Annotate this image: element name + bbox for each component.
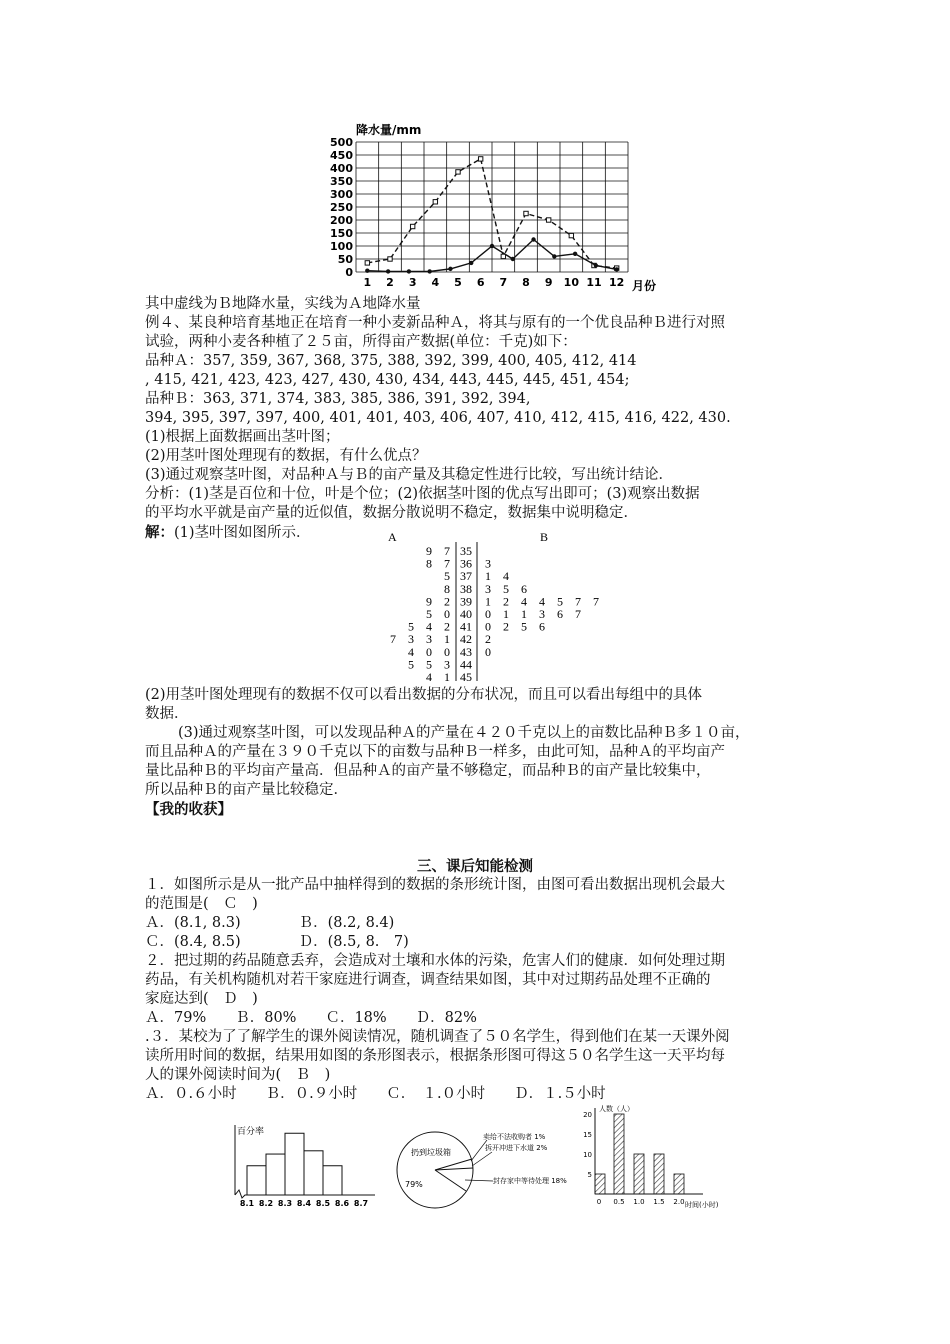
rain-point-square bbox=[524, 211, 528, 215]
rain-y-tick: 450 bbox=[330, 149, 353, 162]
rain-point-dot bbox=[365, 269, 369, 273]
text-line: 量比品种Ｂ的平均亩产量高．但品种Ａ的亩产量不够稳定，而品种Ｂ的亩产量比较集中， bbox=[145, 763, 711, 779]
stem-leaves-a: 9 2 bbox=[425, 594, 450, 609]
stem-leaves-b: 1 2 4 4 5 7 7 bbox=[485, 594, 600, 609]
stem-leaves-b: 0 2 5 6 bbox=[485, 619, 546, 634]
rain-y-tick: 300 bbox=[330, 188, 353, 201]
rainfall-line-chart bbox=[320, 118, 670, 298]
text-line: (2)用茎叶图处理现有的数据，有什么优点？ bbox=[145, 448, 427, 464]
rain-x-tick: 1 bbox=[363, 276, 372, 289]
text-line: (1)根据上面数据画出茎叶图； bbox=[145, 429, 340, 445]
stem-value: 43 bbox=[460, 644, 472, 659]
rain-point-dot bbox=[594, 263, 598, 267]
rain-point-square bbox=[546, 218, 550, 222]
solution-text: (1)茎叶图如图所示． bbox=[174, 525, 311, 541]
rain-y-tick: 50 bbox=[337, 253, 353, 266]
text-line: , 415, 421, 423, 423, 427, 430, 430, 434, 443, 445, 445, 451, 454; bbox=[145, 372, 630, 388]
question-1-options: Ａ．(8.1, 8.3) Ｂ．(8.2, 8.4) bbox=[145, 915, 395, 931]
text-line: (3)通过观察茎叶图，对品种Ａ与Ｂ的亩产量及其稳定性进行比较，写出统计结论． bbox=[145, 467, 674, 483]
rain-point-dot bbox=[531, 237, 535, 241]
fig1-x-tick: 8.2 bbox=[258, 1199, 274, 1208]
text-line: 例４、某良种培育基地正在培育一种小麦新品种Ａ，将其与原有的一个优良品种Ｂ进行对照 bbox=[145, 315, 725, 331]
rain-point-dot bbox=[469, 261, 473, 265]
text-line bbox=[145, 523, 311, 543]
rain-y-tick: 0 bbox=[345, 266, 353, 279]
rain-y-ticks bbox=[330, 136, 353, 279]
fig3-x-tick: 2.0 bbox=[673, 1198, 685, 1206]
stem-value: 45 bbox=[460, 670, 472, 684]
rain-point-square bbox=[365, 261, 369, 265]
stem-value: 44 bbox=[460, 657, 472, 672]
stem-leaves-b: 3 bbox=[485, 556, 491, 571]
question-1: 的范围是( Ｃ ) bbox=[145, 896, 258, 912]
text-line: 品种Ｂ：363, 371, 374, 383, 385, 386, 391, 392, 394, bbox=[145, 391, 531, 407]
rain-x-tick: 11 bbox=[586, 276, 602, 289]
fig1-bar bbox=[304, 1151, 323, 1195]
fig3-y-tick: 10 bbox=[583, 1151, 592, 1159]
stem-leaves-a: 4 1 bbox=[425, 670, 450, 684]
stem-value: 39 bbox=[460, 594, 472, 609]
rain-y-tick: 100 bbox=[330, 240, 353, 253]
stem-rows bbox=[390, 544, 599, 684]
rain-point-square bbox=[478, 157, 482, 161]
fig3-bar bbox=[595, 1174, 605, 1194]
rain-point-dot bbox=[448, 267, 452, 271]
rain-x-tick: 8 bbox=[522, 276, 530, 289]
text-line: 394, 395, 397, 397, 400, 401, 401, 403, 406, 407, 410, 412, 415, 416, 422, 430. bbox=[145, 410, 731, 426]
stem-leaves-a: 7 3 3 1 bbox=[389, 632, 450, 647]
rain-x-unit: 月份 bbox=[632, 279, 657, 293]
rain-point-dot bbox=[511, 257, 515, 261]
rain-x-tick: 4 bbox=[431, 276, 440, 289]
fig3-bar bbox=[634, 1154, 644, 1194]
fig3-x-tick: 0 bbox=[596, 1198, 602, 1206]
stem-leaves-a: 5 5 3 bbox=[407, 657, 450, 672]
medicine-disposal-pie-chart bbox=[395, 1125, 585, 1215]
stem-head-b: B bbox=[540, 530, 549, 544]
stem-leaves-a: 5 bbox=[444, 569, 450, 584]
solution-label: 解： bbox=[145, 524, 174, 541]
rain-x-tick: 9 bbox=[544, 276, 553, 289]
rain-point-dot bbox=[386, 269, 390, 273]
fig3-x-tick: 0.5 bbox=[613, 1198, 625, 1206]
question-2: ２．把过期的药品随意丢弃，会造成对土壤和水体的污染，危害人们的健康．如何处理过期 bbox=[145, 953, 725, 969]
fig1-x-ticks bbox=[240, 1199, 368, 1208]
rain-point-dot bbox=[427, 269, 431, 273]
fig1-x-tick: 8.3 bbox=[277, 1199, 293, 1208]
text-line: 的平均水平就是亩产量的近似值，数据分散说明不稳定，数据集中说明稳定． bbox=[145, 505, 638, 521]
rain-y-tick: 150 bbox=[330, 227, 353, 240]
pie-label-2: 拆开冲进下水道 2% bbox=[485, 1144, 548, 1152]
pie-divider bbox=[435, 1170, 466, 1191]
question-3: 读所用时间的数据，结果用如图的条形图表示，根据条形图可得这５０名学生这一天平均每 bbox=[145, 1048, 725, 1064]
rain-point-square bbox=[433, 200, 437, 204]
rain-y-tick: 400 bbox=[330, 162, 353, 175]
fig3-x-tick: 1.0 bbox=[633, 1198, 645, 1206]
reading-time-bar-chart bbox=[585, 1100, 735, 1215]
stem-value: 42 bbox=[460, 632, 472, 647]
pie-label-1: 卖给不法收购者 1% bbox=[483, 1133, 546, 1141]
fig1-bar bbox=[285, 1133, 304, 1195]
stem-value: 37 bbox=[460, 569, 472, 584]
text-line: 试验，两种小麦各种植了２５亩，所得亩产数据(单位：千克)如下： bbox=[145, 334, 577, 350]
question-3-options: Ａ．０.６小时 Ｂ．０.９小时 Ｃ． １.０小时 Ｄ．１.５小时 bbox=[145, 1086, 606, 1102]
fig3-x-tick: 1.5 bbox=[653, 1198, 665, 1206]
stem-leaves-a: 5 4 2 bbox=[407, 619, 450, 634]
section-heading: 【我的收获】 bbox=[145, 801, 232, 818]
stem-leaves-a: 9 7 bbox=[425, 544, 450, 558]
fig3-y-tick: 15 bbox=[583, 1131, 592, 1139]
stem-leaf-plot bbox=[340, 528, 670, 683]
stem-value: 35 bbox=[460, 544, 472, 558]
fig1-y-label: 百分率 bbox=[237, 1127, 265, 1137]
rain-x-tick: 5 bbox=[454, 276, 462, 289]
text-line: 而且品种Ａ的产量在３９０千克以下的亩数与品种Ｂ一样多，由此可知，品种Ａ的平均亩产 bbox=[145, 744, 725, 760]
fig3-bar bbox=[614, 1114, 624, 1194]
fig3-y-label: 人数（人） bbox=[599, 1105, 634, 1113]
fig1-x-tick: 8.5 bbox=[315, 1199, 331, 1208]
text-line: (3)通过观察茎叶图，可以发现品种Ａ的产量在４２０千克以上的亩数比品种Ｂ多１０亩， bbox=[178, 725, 750, 741]
fig1-x-tick: 8.4 bbox=[296, 1199, 312, 1208]
question-2-options: Ａ．79% Ｂ．80% Ｃ．18% Ｄ．82% bbox=[145, 1010, 477, 1026]
text-line: (2)用茎叶图处理现有的数据不仅可以看出数据的分布状况，而且可以看出每组中的具体 bbox=[145, 687, 703, 703]
rain-y-title: 降水量/mm bbox=[356, 123, 422, 137]
rain-y-tick: 500 bbox=[330, 136, 353, 149]
pie-pct-main: 79% bbox=[405, 1180, 423, 1189]
rain-point-dot bbox=[614, 267, 618, 271]
question-1: １．如图所示是从一批产品中抽样得到的数据的条形统计图，由图可看出数据出现机会最大 bbox=[145, 877, 725, 893]
rain-point-dot bbox=[552, 254, 556, 258]
text-line: 数据． bbox=[145, 706, 189, 722]
question-1-options: Ｃ．(8.4, 8.5) Ｄ．(8.5, 8. 7) bbox=[145, 934, 409, 950]
fig1-x-tick: 8.6 bbox=[334, 1199, 350, 1208]
rain-point-square bbox=[388, 257, 392, 261]
fig3-y-tick: 5 bbox=[587, 1171, 592, 1179]
question-3: .３．某校为了了解学生的课外阅读情况，随机调查了５０名学生，得到他们在某一天课外阅 bbox=[145, 1029, 730, 1045]
fig1-bars bbox=[247, 1133, 342, 1195]
stem-leaves-b: 1 4 bbox=[485, 569, 510, 584]
question-2: 家庭达到( Ｄ ) bbox=[145, 991, 258, 1007]
stem-head-a: A bbox=[388, 530, 397, 544]
stem-leaves-a: 4 0 0 bbox=[407, 644, 450, 659]
rain-x-tick: 3 bbox=[408, 276, 417, 289]
stem-leaves-a: 8 bbox=[444, 581, 450, 596]
stem-leaves-a: 8 7 bbox=[425, 556, 450, 571]
stem-leaves-a: 5 0 bbox=[425, 607, 450, 621]
section-title: 三、课后知能检测 bbox=[417, 858, 533, 875]
text-line: 其中虚线为Ｂ地降水量，实线为Ａ地降水量 bbox=[145, 296, 421, 312]
fig1-x-tick: 8.1 bbox=[239, 1199, 255, 1208]
fig3-y-tick: 20 bbox=[583, 1111, 592, 1119]
fig1-bar bbox=[247, 1166, 266, 1195]
fig3-bars bbox=[595, 1114, 684, 1194]
stem-leaves-b: 0 1 1 3 6 7 bbox=[485, 607, 582, 621]
text-line: 分析：(1)茎是百位和十位，叶是个位；(2)依据茎叶图的优点写出即可；(3)观察出数据 bbox=[145, 486, 700, 502]
rain-x-tick: 12 bbox=[609, 276, 625, 289]
stem-value: 41 bbox=[460, 619, 472, 634]
rain-y-tick: 250 bbox=[330, 201, 353, 214]
fig3-x-ticks bbox=[597, 1198, 685, 1206]
rain-point-dot bbox=[490, 244, 494, 248]
fig3-x-unit: 时间(小时) bbox=[685, 1201, 719, 1209]
text-line: 所以品种Ｂ的亩产量比较稳定． bbox=[145, 782, 348, 798]
rain-x-tick: 2 bbox=[386, 276, 394, 289]
rain-y-tick: 200 bbox=[330, 214, 353, 227]
pie-leader bbox=[465, 1180, 493, 1181]
pie-label-main: 扔到垃圾箱 bbox=[411, 1148, 451, 1157]
rain-point-square bbox=[456, 170, 460, 174]
fig3-bar bbox=[674, 1174, 684, 1194]
fig1-bar bbox=[266, 1154, 285, 1195]
question-2: 药品，有关机构随机对若干家庭进行调查，调查结果如图，其中对过期药品处理不正确的 bbox=[145, 972, 711, 988]
rain-point-dot bbox=[573, 252, 577, 256]
fig1-x-tick: 8.7 bbox=[353, 1199, 369, 1208]
stem-leaves-b: 0 bbox=[485, 644, 491, 659]
rain-x-tick: 7 bbox=[499, 276, 508, 289]
rain-x-tick: 10 bbox=[563, 276, 579, 289]
rain-point-square bbox=[569, 233, 573, 237]
pie-leader bbox=[472, 1152, 492, 1166]
stem-leaves-b: 2 bbox=[485, 632, 491, 647]
rain-y-tick: 350 bbox=[330, 175, 353, 188]
stem-value: 40 bbox=[460, 607, 472, 621]
text-line: 品种Ａ：357, 359, 367, 368, 375, 388, 392, 399, 400, 405, 412, 414 bbox=[145, 353, 637, 369]
fig3-bar bbox=[654, 1154, 664, 1194]
pie-label-3: 封存家中等待处理 18% bbox=[493, 1177, 567, 1185]
question-3: 人的课外阅读时间为( Ｂ ) bbox=[145, 1067, 331, 1083]
rain-point-dot bbox=[407, 269, 411, 273]
rain-point-square bbox=[410, 224, 414, 228]
rain-x-tick: 6 bbox=[476, 276, 485, 289]
percentage-bar-chart bbox=[225, 1120, 385, 1210]
stem-value: 36 bbox=[460, 556, 472, 571]
rain-x-ticks bbox=[364, 276, 625, 289]
fig3-y-ticks bbox=[583, 1111, 592, 1179]
stem-value: 38 bbox=[460, 581, 472, 596]
fig1-bar bbox=[323, 1166, 342, 1195]
stem-leaves-b: 3 5 6 bbox=[485, 581, 528, 596]
